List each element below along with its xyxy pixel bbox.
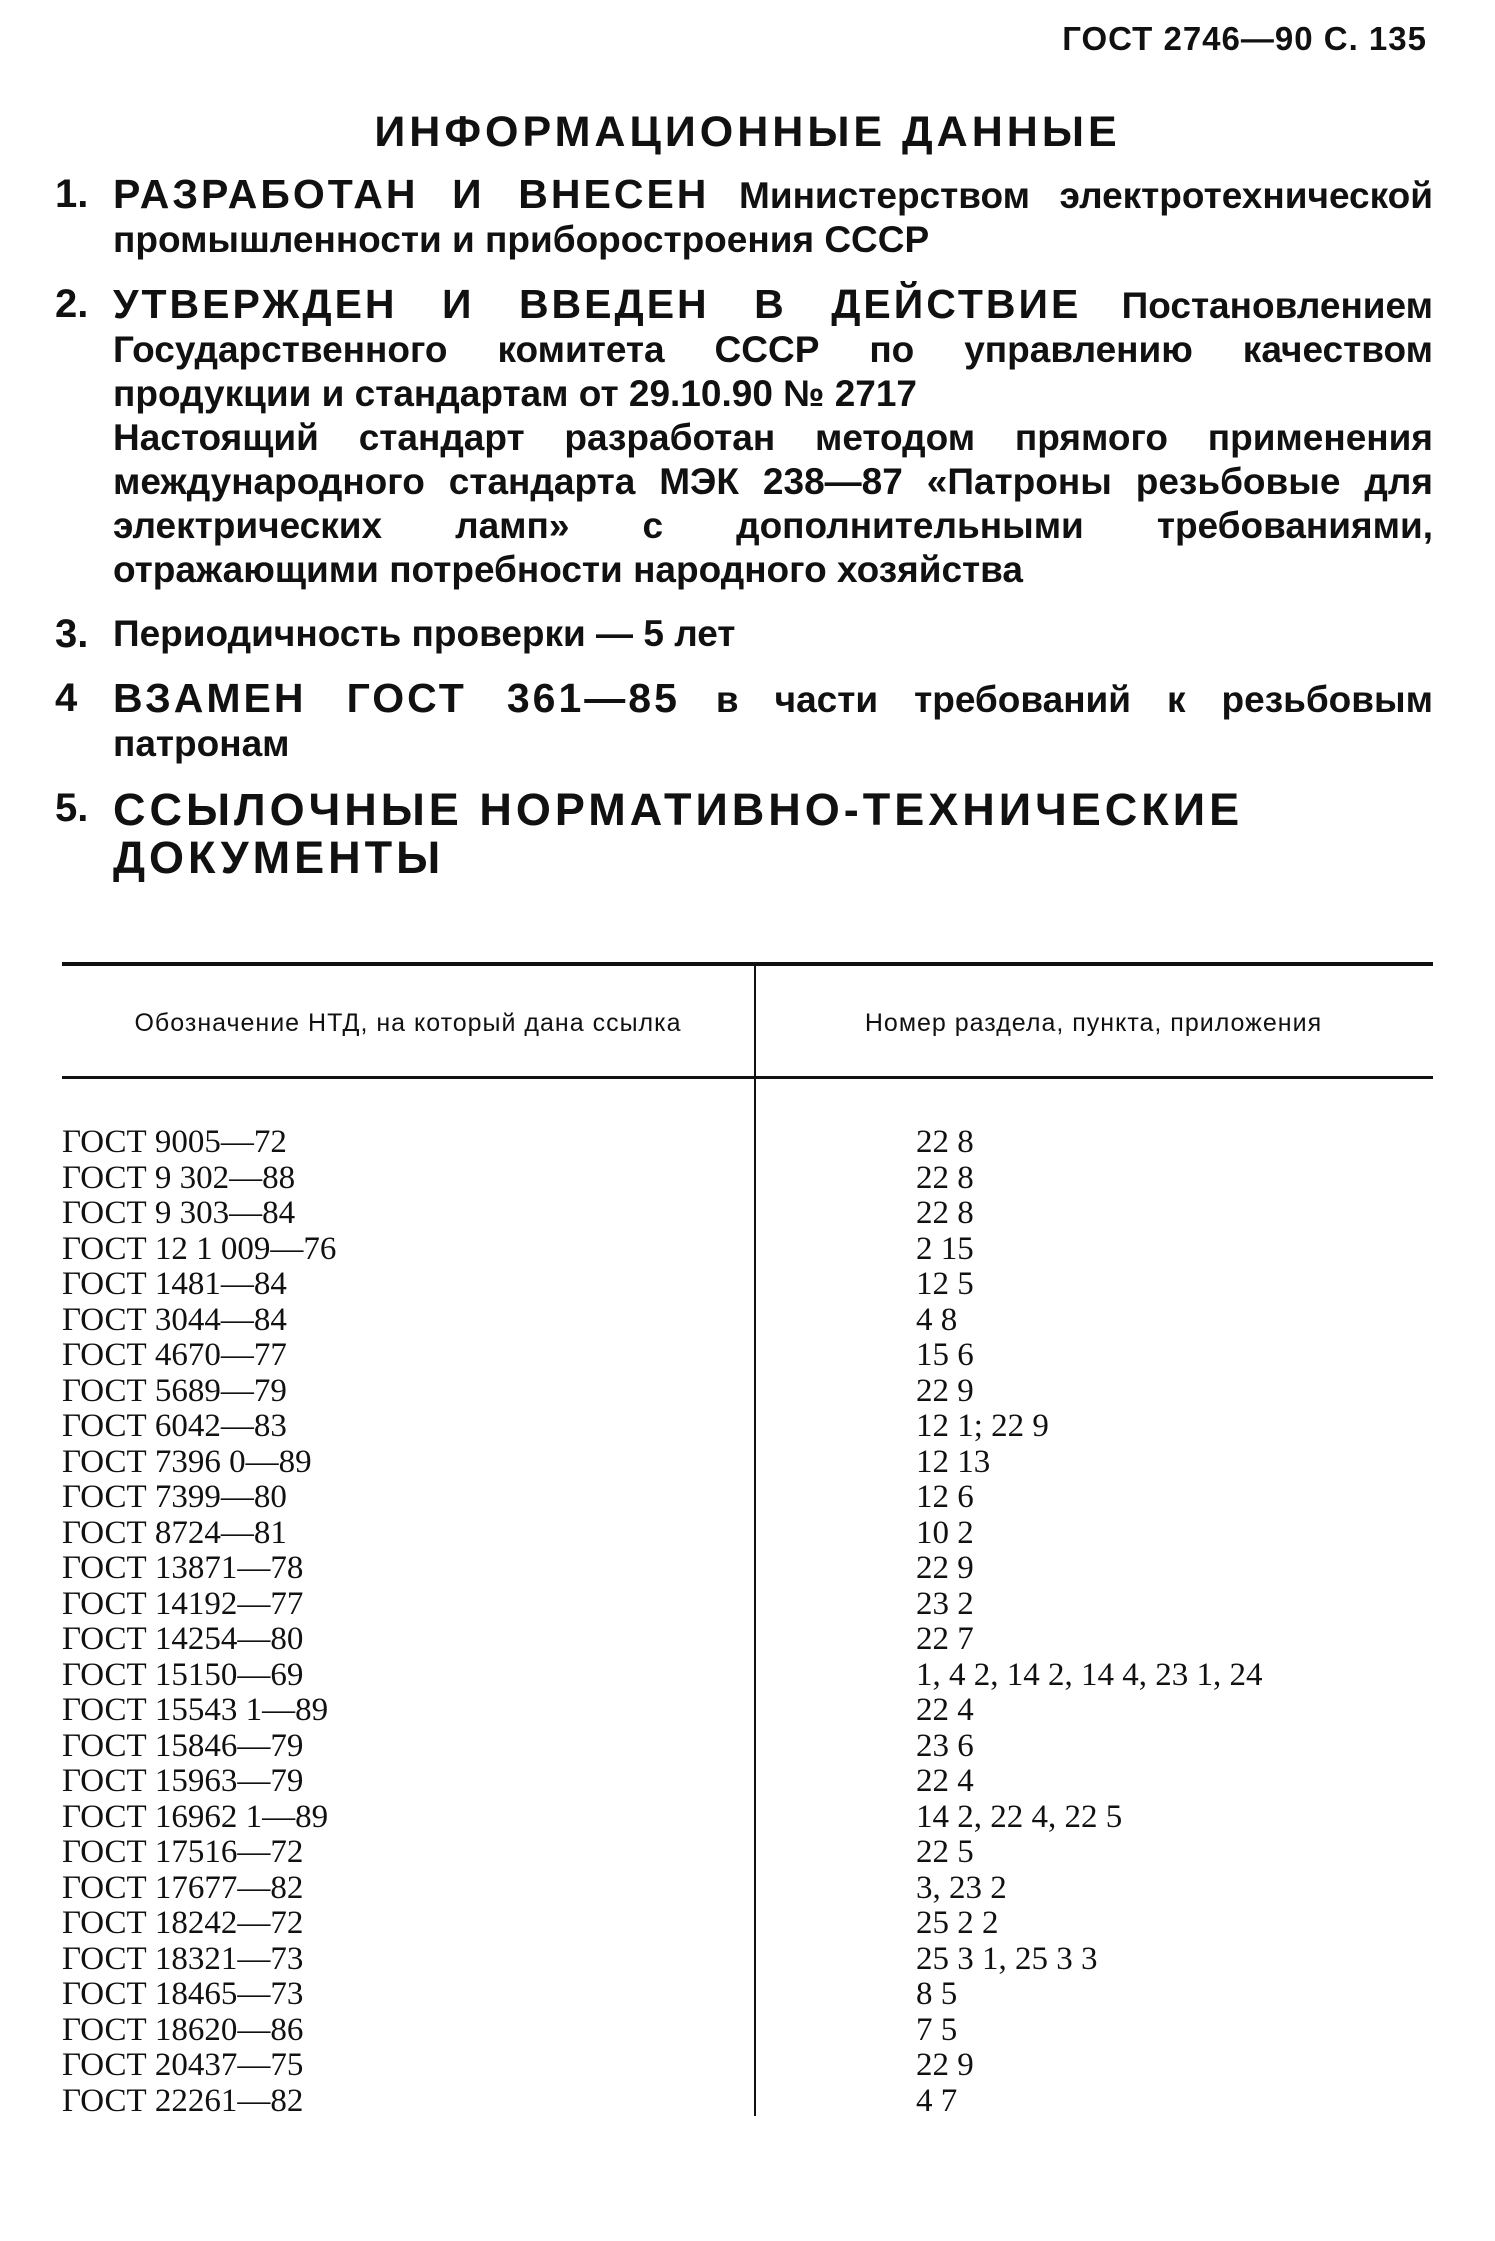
reference-section: 12 1; 22 9 (916, 1408, 1049, 1444)
item-body (113, 786, 1433, 882)
reference-document: ГОСТ 9005—72 (62, 1124, 287, 1160)
reference-section: 10 2 (916, 1514, 974, 1551)
item-lead: ССЫЛОЧНЫЕ НОРМАТИВНО-ТЕХНИЧЕСКИЕ ДОКУМЕНТЫ (113, 784, 1244, 883)
reference-section: 14 2, 22 4, 22 5 (916, 1798, 1123, 1835)
reference-document: ГОСТ 9 303—84 (62, 1195, 296, 1231)
table-row (62, 1267, 1433, 1303)
table-row (62, 1303, 1433, 1339)
reference-section: 4 8 (916, 1301, 958, 1338)
reference-section: 15 6 (916, 1337, 974, 1373)
column-header-document: Обозначение НТД, на который дана ссылка (134, 1009, 682, 1037)
reference-document: ГОСТ 18620—86 (62, 2011, 304, 2048)
reference-document: ГОСТ 18321—73 (62, 1940, 304, 1977)
table-row (62, 1161, 1433, 1197)
item-body (113, 172, 1433, 262)
reference-section: 2 15 (916, 1230, 974, 1267)
info-item-1 (55, 172, 1433, 262)
info-item-5 (55, 786, 1433, 882)
item-text: Министерством электротехнической промышленности и приборостроения СССР (113, 175, 1433, 260)
item-number: 3. (55, 612, 89, 656)
reference-document: ГОСТ 17677—82 (62, 1869, 304, 1906)
reference-document: ГОСТ 17516—72 (62, 1834, 304, 1870)
reference-document: ГОСТ 13871—78 (62, 1550, 304, 1586)
info-items (55, 172, 1433, 902)
item-lead: РАЗРАБОТАН И ВНЕСЕН (113, 171, 710, 217)
table-row (62, 1232, 1433, 1268)
item-body (113, 676, 1433, 766)
reference-document: ГОСТ 9 302—88 (62, 1159, 296, 1196)
reference-section: 22 8 (916, 1124, 974, 1160)
reference-document: ГОСТ 16962 1—89 (62, 1798, 329, 1835)
references-table (62, 962, 1433, 2119)
reference-section: 22 9 (916, 1372, 974, 1409)
reference-section: 22 9 (916, 1550, 974, 1586)
reference-document: ГОСТ 18465—73 (62, 1976, 304, 2012)
table-row (62, 1729, 1433, 1765)
reference-section: 12 5 (916, 1266, 974, 1302)
item-lead: УТВЕРЖДЕН И ВВЕДЕН В ДЕЙСТВИЕ (113, 281, 1082, 327)
table-row (62, 1516, 1433, 1552)
reference-section: 12 13 (916, 1443, 991, 1480)
reference-section: 22 7 (916, 1621, 974, 1657)
reference-section: 23 2 (916, 1585, 974, 1622)
reference-section: 22 8 (916, 1195, 974, 1231)
table-row (62, 1622, 1433, 1658)
table-row (62, 1764, 1433, 1800)
table-row (62, 1871, 1433, 1907)
item-number: 5. (55, 786, 89, 830)
item-text: Периодичность проверки — 5 лет (113, 613, 736, 654)
table-header (62, 966, 1433, 1076)
table-row (62, 2013, 1433, 2049)
table-row (62, 1196, 1433, 1232)
table-row (62, 1374, 1433, 1410)
table-row (62, 1906, 1433, 1942)
reference-section: 22 4 (916, 1763, 974, 1799)
item-lead: ВЗАМЕН ГОСТ 361—85 (113, 675, 680, 721)
reference-document: ГОСТ 3044—84 (62, 1301, 287, 1338)
reference-section: 22 5 (916, 1834, 974, 1870)
table-row (62, 1658, 1433, 1694)
table-row (62, 1551, 1433, 1587)
reference-document: ГОСТ 8724—81 (62, 1514, 287, 1551)
table-row (62, 1977, 1433, 2013)
table-body (62, 1079, 1433, 2119)
reference-section: 23 6 (916, 1727, 974, 1764)
reference-section: 22 9 (916, 2047, 974, 2083)
table-row (62, 1338, 1433, 1374)
reference-section: 25 2 2 (916, 1905, 999, 1941)
reference-document: ГОСТ 7396 0—89 (62, 1443, 312, 1480)
reference-section: 1, 4 2, 14 2, 14 4, 23 1, 24 (916, 1656, 1263, 1693)
reference-section: 7 5 (916, 2011, 958, 2048)
reference-document: ГОСТ 15963—79 (62, 1763, 304, 1799)
table-row (62, 1942, 1433, 1978)
table-row (62, 1409, 1433, 1445)
reference-section: 25 3 1, 25 3 3 (916, 1940, 1098, 1977)
item-text: Постановлением Государственного комитета СССР по управлению качеством продукции и стандартам от 29.10.90 № 2717 (113, 285, 1433, 414)
reference-document: ГОСТ 18242—72 (62, 1905, 304, 1941)
reference-section: 22 4 (916, 1692, 974, 1728)
table-row (62, 2048, 1433, 2084)
table-row (62, 2084, 1433, 2120)
table-row (62, 1480, 1433, 1516)
item-body (113, 282, 1433, 592)
reference-document: ГОСТ 20437—75 (62, 2047, 304, 2083)
reference-document: ГОСТ 14254—80 (62, 1621, 304, 1657)
item-number: 1. (55, 172, 89, 216)
info-item-3 (55, 612, 1433, 656)
table-row (62, 1800, 1433, 1836)
reference-document: ГОСТ 4670—77 (62, 1337, 287, 1373)
reference-document: ГОСТ 15150—69 (62, 1656, 304, 1693)
item-body (113, 612, 1433, 656)
table-row (62, 1125, 1433, 1161)
table-row (62, 1835, 1433, 1871)
info-item-4 (55, 676, 1433, 766)
reference-section: 22 8 (916, 1159, 974, 1196)
item-number: 4 (55, 676, 78, 720)
item-extra-paragraph: Настоящий стандарт разработан методом прямого применения международного стандарта МЭК 238—87 «Патроны резьбовые для электрических ламп» с дополнительными требованиями, отражающими потребности народного хозяйства (113, 417, 1433, 590)
reference-document: ГОСТ 22261—82 (62, 2082, 304, 2119)
item-text: в части требований к резьбовым патронам (113, 679, 1434, 764)
reference-document: ГОСТ 15846—79 (62, 1727, 304, 1764)
reference-document: ГОСТ 12 1 009—76 (62, 1230, 337, 1267)
running-head: ГОСТ 2746—90 С. 135 (1062, 20, 1427, 57)
section-title: ИНФОРМАЦИОННЫЕ ДАННЫЕ (374, 108, 1121, 156)
table-row (62, 1587, 1433, 1623)
reference-document: ГОСТ 7399—80 (62, 1479, 287, 1515)
reference-section: 12 6 (916, 1479, 974, 1515)
info-item-2 (55, 282, 1433, 592)
table-row (62, 1693, 1433, 1729)
table-row (62, 1445, 1433, 1481)
reference-document: ГОСТ 14192—77 (62, 1585, 304, 1622)
reference-section: 3, 23 2 (916, 1869, 1007, 1906)
reference-section: 4 7 (916, 2082, 958, 2119)
reference-document: ГОСТ 1481—84 (62, 1266, 287, 1302)
reference-document: ГОСТ 6042—83 (62, 1408, 287, 1444)
reference-document: ГОСТ 5689—79 (62, 1372, 287, 1409)
reference-section: 8 5 (916, 1976, 958, 2012)
item-number: 2. (55, 282, 89, 326)
column-header-section: Номер раздела, пункта, приложения (864, 1009, 1323, 1037)
reference-document: ГОСТ 15543 1—89 (62, 1692, 329, 1728)
